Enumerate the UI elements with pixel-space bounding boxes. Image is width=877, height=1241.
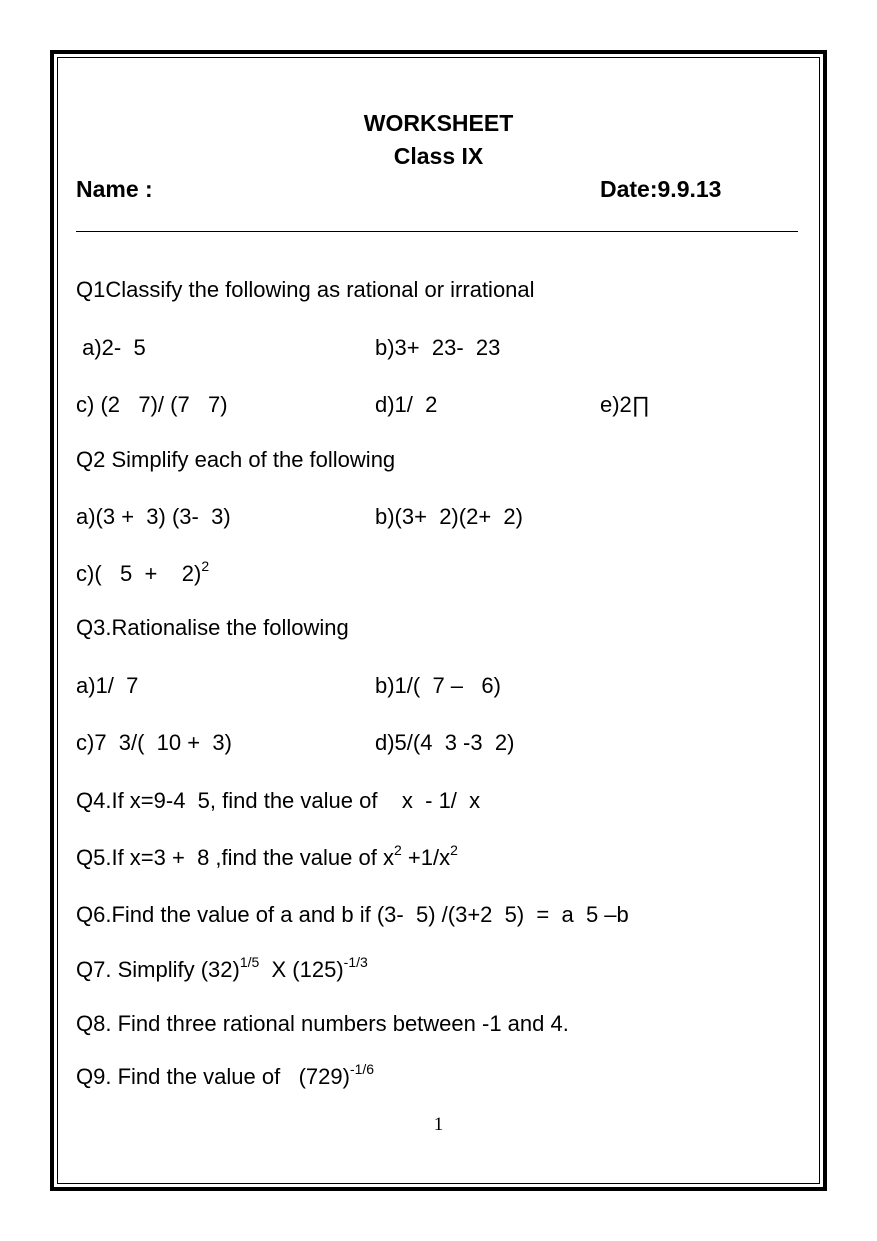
q7-main: Q7. Simplify (32) bbox=[76, 957, 240, 982]
q9-main: Q9. Find the value of (729) bbox=[76, 1064, 350, 1089]
q3-option-a: a)1/ 7 bbox=[76, 673, 139, 698]
q2-option-c-exponent: 2 bbox=[201, 558, 210, 574]
q3-option-c: c)7 3/( 10 + 3) bbox=[76, 730, 232, 755]
q5-exponent-2: 2 bbox=[450, 842, 458, 858]
q2-option-a: a)(3 + 3) (3- 3) bbox=[76, 504, 231, 529]
q1-heading: Q1Classify the following as rational or irrational bbox=[76, 277, 535, 302]
q5-exponent-1: 2 bbox=[393, 842, 402, 858]
q1-option-e: e)2∏ bbox=[600, 392, 650, 417]
q7-exponent-1: 1/5 bbox=[239, 954, 260, 970]
q5-text bbox=[76, 842, 458, 871]
q1-option-d: d)1/ 2 bbox=[375, 392, 438, 417]
q2-heading: Q2 Simplify each of the following bbox=[76, 447, 396, 472]
q6-text: Q6.Find the value of a and b if (3- 5) /(3+2 5) = a 5 –b bbox=[76, 902, 629, 927]
q1-option-b: b)3+ 23- 23 bbox=[375, 335, 501, 360]
q9-exponent: -1/6 bbox=[349, 1061, 375, 1077]
q7-exponent-2: -1/3 bbox=[343, 954, 368, 970]
q7-text bbox=[76, 954, 368, 983]
date-label: Date:9.9.13 bbox=[600, 176, 722, 202]
header-divider bbox=[76, 231, 798, 232]
q8-text: Q8. Find three rational numbers between -1 and 4. bbox=[76, 1011, 569, 1036]
q1-option-c: c) (2 7)/ (7 7) bbox=[76, 392, 228, 417]
worksheet-title: WORKSHEET bbox=[363, 110, 514, 136]
class-label: Class IX bbox=[393, 143, 484, 169]
q5-main: Q5.If x=3 + 8 ,find the value of x bbox=[76, 845, 394, 870]
q5-middle: +1/x bbox=[401, 845, 451, 870]
q1-option-a: a)2- 5 bbox=[76, 335, 146, 360]
q4-text: Q4.If x=9-4 5, find the value of x - 1/ x bbox=[76, 788, 481, 813]
q2-option-b: b)(3+ 2)(2+ 2) bbox=[375, 504, 523, 529]
q2-option-c-base: c)( 5 + 2) bbox=[76, 561, 202, 586]
name-label: Name : bbox=[76, 176, 153, 202]
q3-option-d: d)5/(4 3 -3 2) bbox=[375, 730, 515, 755]
page-number: 1 bbox=[433, 1114, 444, 1135]
q7-middle: X (125) bbox=[259, 957, 344, 982]
q2-option-c bbox=[76, 558, 210, 587]
q9-text bbox=[76, 1061, 375, 1090]
q3-heading: Q3.Rationalise the following bbox=[76, 615, 349, 640]
q3-option-b: b)1/( 7 – 6) bbox=[375, 673, 501, 698]
